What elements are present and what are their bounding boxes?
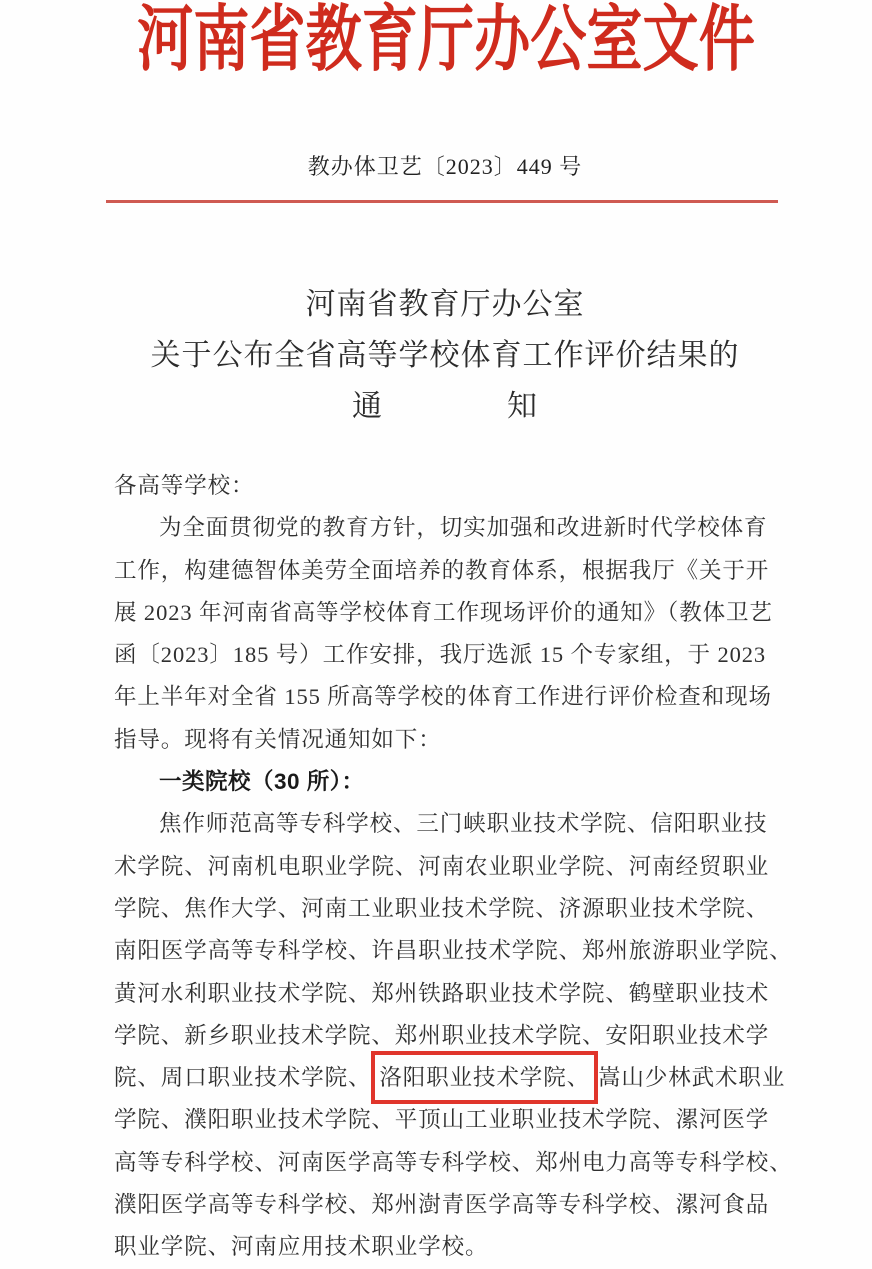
school-list-line: 焦作师范高等专科学校、三门峡职业技术学院、信阳职业技: [159, 811, 768, 837]
school-list-line: 术学院、河南机电职业学院、河南农业职业学院、河南经贸职业: [114, 853, 770, 879]
document-header-banner: 河南省教育厅办公室文件: [137, 0, 755, 80]
section-heading-type1: 一类院校（30 所）：: [159, 769, 365, 795]
school-list-line: 学院、焦作大学、河南工业职业技术学院、济源职业技术学院、: [114, 895, 770, 921]
body-line: 函〔2023〕185 号）工作安排，我厅选派 15 个专家组，于 2023: [114, 642, 767, 668]
red-divider-line: [106, 200, 778, 203]
school-list-line-highlighted: [114, 1057, 786, 1099]
school-list-line: 南阳医学高等专科学校、许昌职业技术学院、郑州旅游职业学院、: [114, 938, 793, 964]
school-list-line: 高等专科学校、河南医学高等专科学校、郑州电力高等专科学校、: [114, 1149, 793, 1175]
body-line: 为全面贯彻党的教育方针，切实加强和改进新时代学校体育: [159, 515, 768, 541]
salutation: 各高等学校：: [114, 473, 255, 498]
body-line: 指导。现将有关情况通知如下：: [114, 726, 442, 752]
school-list-line: 职业学院、河南应用技术职业学校。: [114, 1234, 489, 1260]
text-before-highlight: 院、周口职业技术学院、: [114, 1065, 372, 1091]
school-list-line: 濮阳医学高等专科学校、郑州澍青医学高等专科学校、漯河食品: [114, 1192, 770, 1218]
document-number: 教办体卫艺〔2023〕449 号: [307, 154, 583, 179]
highlighted-school-red-box: 洛阳职业技术学院、: [371, 1051, 598, 1104]
title-notice-line: 通 知: [352, 390, 538, 423]
text-after-highlight: 嵩山少林武术职业: [598, 1065, 786, 1091]
body-line: 工作，构建德智体美劳全面培养的教育体系，根据我厅《关于开: [114, 557, 770, 583]
document-title: [9, 279, 872, 432]
school-list-line: 黄河水利职业技术学院、郑州铁路职业技术学院、鹤壁职业技术: [114, 980, 770, 1006]
body-line: 年上半年对全省 155 所高等学校的体育工作进行评价检查和现场: [114, 684, 772, 710]
body-line: 展 2023 年河南省高等学校体育工作现场评价的通知》（教体卫艺: [114, 599, 773, 625]
school-list-line: 学院、濮阳职业技术学院、平顶山工业职业技术学院、漯河医学: [114, 1107, 770, 1133]
school-list-line: 学院、新乡职业技术学院、郑州职业技术学院、安阳职业技术学: [114, 1022, 770, 1048]
title-issuer-line: 河南省教育厅办公室: [305, 288, 585, 321]
title-subject-line: 关于公布全省高等学校体育工作评价结果的: [150, 339, 740, 372]
document-body: [114, 465, 793, 1269]
